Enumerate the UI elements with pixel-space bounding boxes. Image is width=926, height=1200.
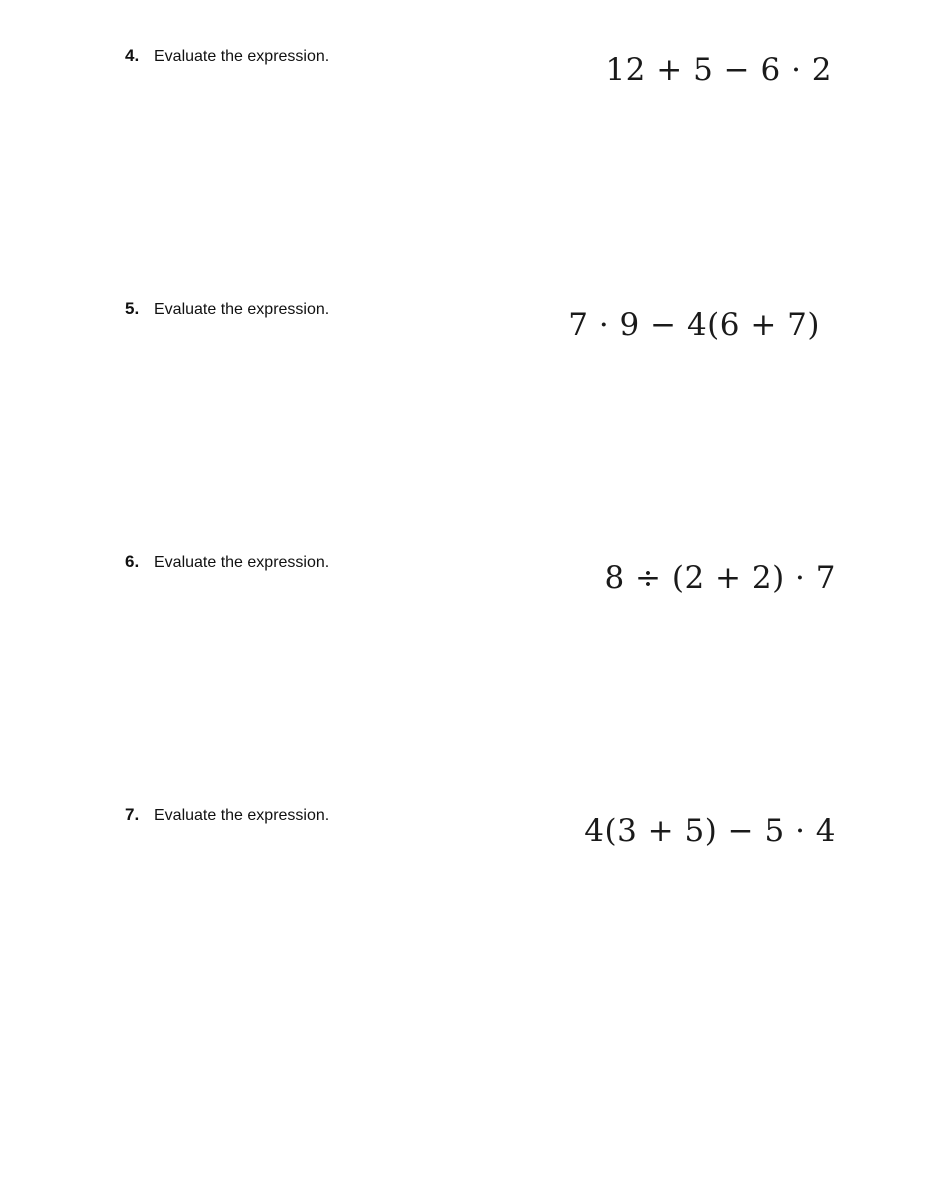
- problem-5: [0, 299, 926, 359]
- problem-prompt: Evaluate the expression.: [154, 807, 330, 824]
- problem-prompt: Evaluate the expression.: [154, 301, 330, 318]
- problem-number: 7.: [125, 805, 140, 824]
- problem-prompt: Evaluate the expression.: [154, 554, 330, 571]
- problem-7: [0, 805, 926, 865]
- problem-6: [0, 552, 926, 612]
- math-expression: 4(3 + 5) − 5 · 4: [584, 813, 836, 849]
- problem-number: 5.: [125, 299, 140, 318]
- problem-number: 6.: [125, 552, 140, 571]
- problem-prompt: Evaluate the expression.: [154, 48, 330, 65]
- math-expression: 12 + 5 − 6 · 2: [605, 52, 832, 88]
- math-expression: 7 · 9 − 4(6 + 7): [568, 307, 820, 343]
- problem-number: 4.: [125, 46, 140, 65]
- problem-4: [0, 46, 926, 106]
- math-expression: 8 ÷ (2 + 2) · 7: [604, 560, 836, 596]
